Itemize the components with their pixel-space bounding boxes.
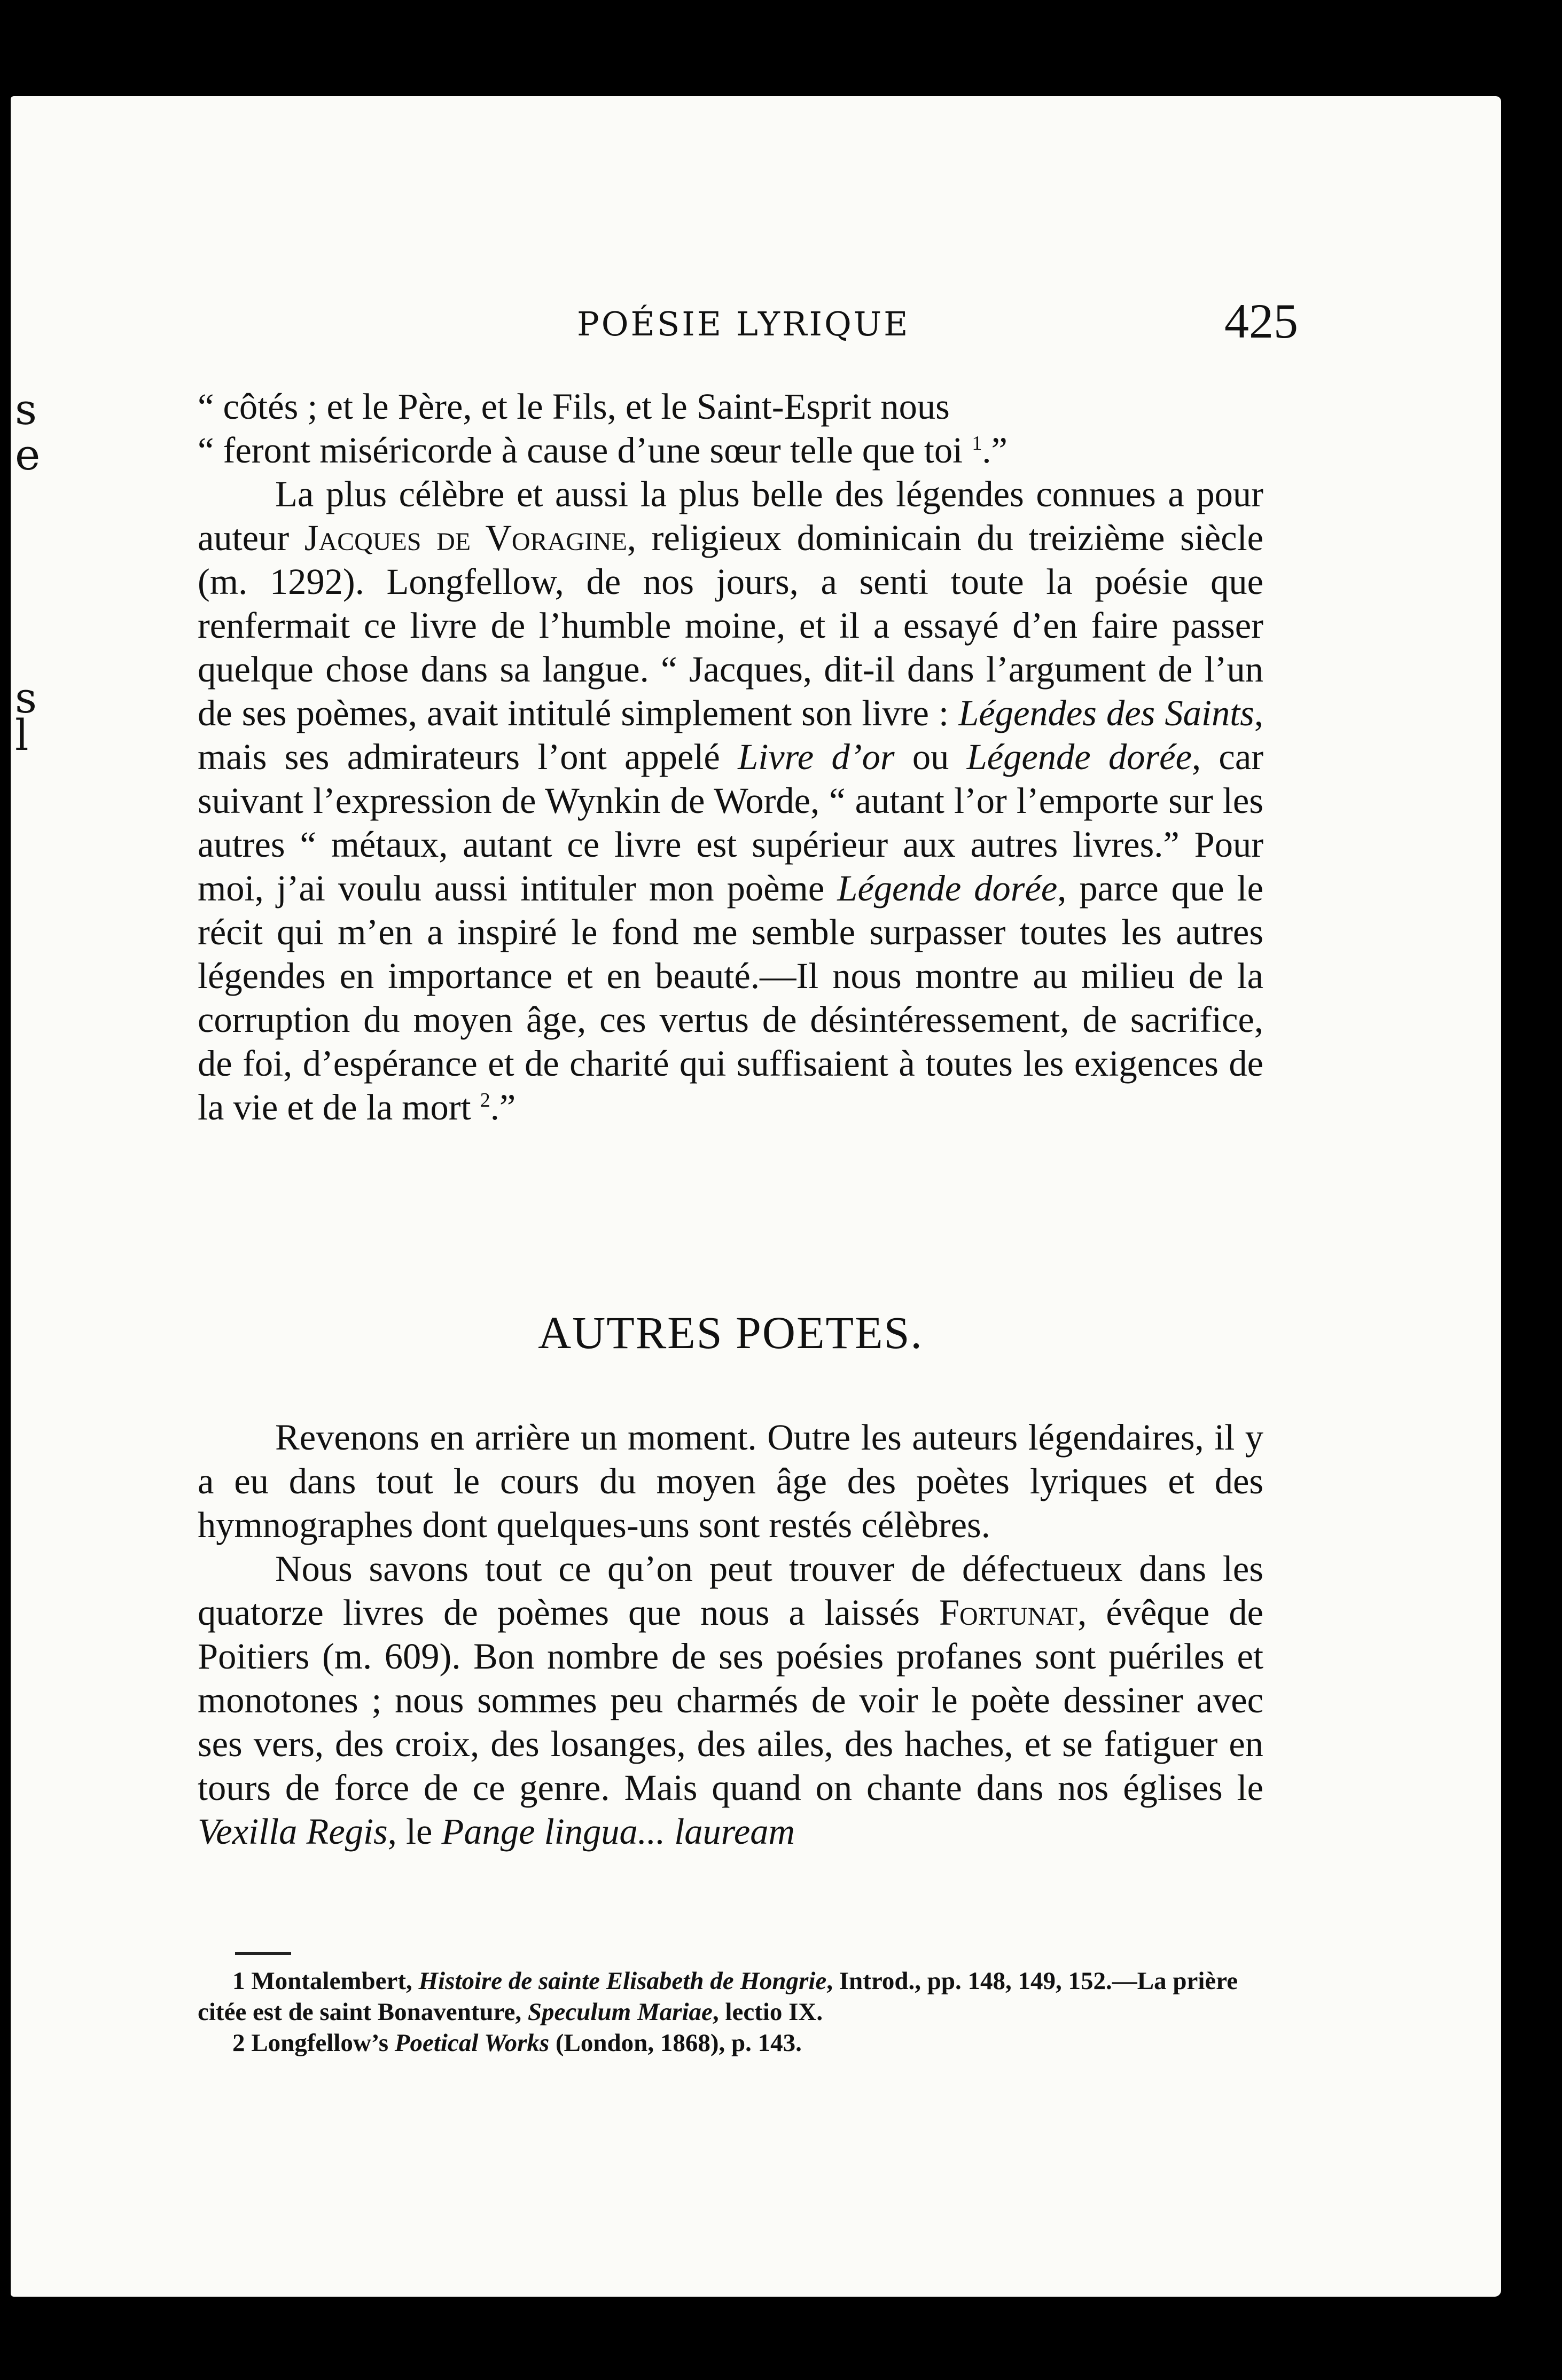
margin-mark: l	[15, 710, 29, 760]
italic-title: Livre d’or	[738, 737, 895, 777]
text-block-top	[198, 385, 1263, 1129]
italic-title: Pange lingua... lauream	[441, 1811, 795, 1852]
footnote-2: 2 Longfellow’s Poetical Works (London, 1868), p. 143.	[232, 2029, 802, 2057]
paragraph-legende-doree: La plus célèbre et aussi la plus belle des légendes connues a pour auteur Jacques de Voragine, religieux dominicain du treizième siècle (m. 1292). Longfellow, de nos jours, a senti toute la poésie que renfermait ce livre de l’humble moine, et il a essayé d’en faire passer quelque chose dans sa langue. “ Jacques, dit-il dans l’argument de l’un de ses poèmes, avait intitulé simplement son livre : Légendes des Saints, mais ses admirateurs l’ont appelé Livre d’or ou Légende dorée, car suivant l’expression de Wynkin de Worde, “ autant l’or l’emporte sur les autres “ métaux, autant ce livre est supérieur aux autres livres.” Pour moi, j’ai voulu aussi intituler mon poème Légende dorée, parce que le récit qui m’en a inspiré le fond me semble surpasser toutes les autres légendes en importance et en beauté.—Il nous montre au milieu de la corruption du moyen âge, ces vertus de désintéressement, de sacrifice, de foi, d’espérance et de charité qui suffisaient à toutes les exigences de la vie et de la mort $^2$.”	[198, 474, 1264, 1128]
footnotes	[198, 1966, 1263, 2058]
italic-title: Légende dorée	[966, 737, 1192, 777]
footnote-1: 1 Montalembert, Histoire de sainte Elisabeth de Hongrie, Introd., pp. 148, 149, 152.—La prière citée est de saint Bonaventure, Speculum Mariae, lectio IX.	[198, 1967, 1238, 2026]
left-edge-bleed-through	[11, 96, 59, 2297]
paragraph-fortunat: Nous savons tout ce qu’on peut trouver de défectueux dans les quatorze livres de poèmes que nous a laissés Fortunat, évêque de Poitiers (m. 609). Bon nombre de ses poésies profanes sont puériles et monotones ; nous sommes peu charmés de voir le poète dessiner avec ses vers, des croix, des losanges, des ailes, des haches, et se fatiguer en tours de force de ce genre. Mais quand on chante dans nos églises le Vexilla Regis, le Pange lingua... lauream	[198, 1548, 1263, 1852]
text-block-bottom	[198, 1415, 1263, 1853]
italic-title: Légende dorée	[837, 868, 1058, 909]
footnote-rule	[235, 1952, 291, 1955]
footnote-ref: 2	[480, 1089, 490, 1112]
paragraph-revenons: Revenons en arrière un moment. Outre les auteurs légendaires, il y a eu dans tout le cours du moyen âge des poètes lyriques et des hymnographes dont quelques-uns sont restés célèbres.	[198, 1417, 1263, 1545]
section-heading: AUTRES POETES.	[538, 1307, 923, 1358]
italic-title: Vexilla Regis	[198, 1811, 388, 1852]
paragraph-quote-end: “ côtés ; et le Père, et le Fils, et le Saint-Esprit nous “ feront miséricorde à cause d’une sœur telle que toi $^1$.”	[198, 386, 1008, 471]
footnote-ref: 1	[972, 432, 982, 455]
page-number: 425	[1224, 294, 1298, 348]
margin-mark: e	[15, 430, 41, 480]
italic-title: Légendes des Saints	[958, 693, 1254, 733]
page-header	[577, 294, 1298, 369]
margin-mark: s	[15, 673, 37, 723]
author-name: Fortunat	[939, 1592, 1078, 1633]
book-page	[11, 96, 1501, 2297]
margin-mark: s	[15, 385, 37, 434]
running-head: POÉSIE LYRIQUE	[577, 304, 910, 343]
author-name: Jacques de Voragine	[304, 518, 627, 558]
